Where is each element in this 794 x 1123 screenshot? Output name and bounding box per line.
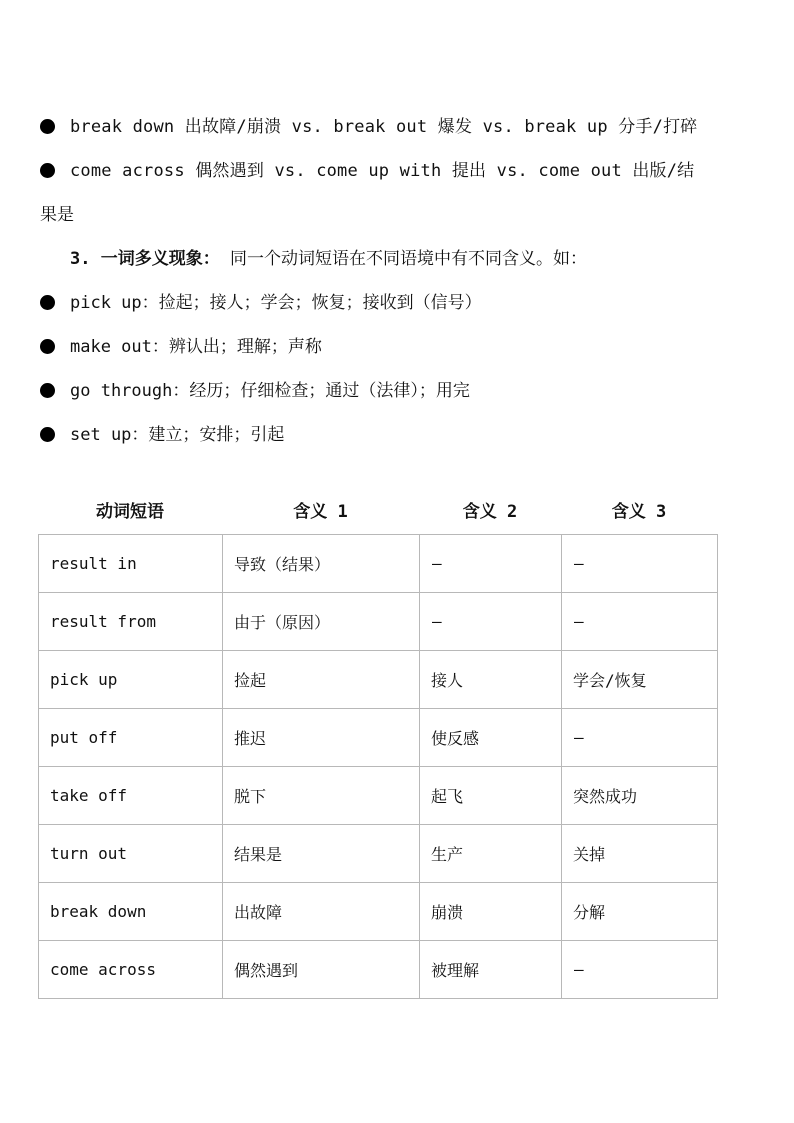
cell-meaning-1: 结果是: [223, 825, 420, 883]
bullet-icon: [40, 424, 70, 446]
polysemy-text: go through：经历；仔细检查；通过（法律）；用完: [70, 381, 470, 401]
table-header-meaning-2: 含义 2: [462, 502, 518, 522]
cell-phrase: turn out: [39, 825, 223, 883]
cell-meaning-1: 出故障: [223, 883, 420, 941]
polysemy-text: make out：辨认出；理解；声称: [70, 337, 322, 357]
table-row: [39, 941, 718, 999]
polysemy-text: set up：建立；安排；引起: [70, 425, 285, 445]
cell-meaning-3: 突然成功: [562, 767, 718, 825]
compare-line-break: [40, 116, 760, 138]
polysemy-item: [40, 292, 760, 314]
section-heading: [70, 248, 790, 270]
cell-meaning-3: —: [562, 941, 718, 999]
table-header-phrase: 动词短语: [96, 502, 164, 522]
table-header-meaning-3: 含义 3: [611, 502, 667, 522]
cell-meaning-3: —: [562, 709, 718, 767]
cell-meaning-2: 被理解: [420, 941, 562, 999]
bullet-icon: [40, 160, 70, 182]
cell-meaning-3: —: [562, 593, 718, 651]
cell-meaning-2: 接人: [420, 651, 562, 709]
table-row: [39, 709, 718, 767]
section-title: 一词多义现象：: [100, 249, 220, 269]
cell-meaning-2: 生产: [420, 825, 562, 883]
cell-phrase: put off: [39, 709, 223, 767]
polysemy-item: [40, 380, 760, 402]
cell-meaning-3: 分解: [562, 883, 718, 941]
bullet-icon: [40, 292, 70, 314]
polysemy-item: [40, 424, 760, 446]
cell-meaning-1: 捡起: [223, 651, 420, 709]
table-row: [39, 883, 718, 941]
cell-phrase: result in: [39, 535, 223, 593]
cell-meaning-1: 推迟: [223, 709, 420, 767]
compare-line-come: [40, 160, 760, 182]
bullet-icon: [40, 336, 70, 358]
compare-line-continuation: [40, 204, 760, 226]
cell-meaning-2: 起飞: [420, 767, 562, 825]
cell-meaning-3: 学会/恢复: [562, 651, 718, 709]
polysemy-text: pick up：捡起；接人；学会；恢复；接收到（信号）: [70, 293, 482, 313]
cell-meaning-2: 使反感: [420, 709, 562, 767]
table-row: [39, 767, 718, 825]
table-row: [39, 593, 718, 651]
cell-phrase: take off: [39, 767, 223, 825]
cell-meaning-2: 崩溃: [420, 883, 562, 941]
compare-text: break down 出故障/崩溃 vs. break out 爆发 vs. break up 分手/打碎: [70, 117, 698, 137]
cell-phrase: break down: [39, 883, 223, 941]
cell-meaning-1: 偶然遇到: [223, 941, 420, 999]
table-header-meaning-1: 含义 1: [293, 502, 348, 522]
compare-text: 果是: [40, 205, 74, 225]
cell-meaning-1: 导致（结果）: [223, 535, 420, 593]
cell-phrase: pick up: [39, 651, 223, 709]
table-row: [39, 825, 718, 883]
cell-meaning-1: 脱下: [223, 767, 420, 825]
cell-meaning-1: 由于（原因）: [223, 593, 420, 651]
cell-meaning-2: —: [420, 593, 562, 651]
bullet-icon: [40, 116, 70, 138]
phrase-table: [38, 534, 718, 999]
cell-meaning-2: —: [420, 535, 562, 593]
cell-meaning-3: —: [562, 535, 718, 593]
compare-text: come across 偶然遇到 vs. come up with 提出 vs. come out 出版/结: [70, 161, 695, 181]
cell-phrase: come across: [39, 941, 223, 999]
section-desc: 同一个动词短语在不同语境中有不同含义。如：: [229, 249, 587, 269]
bullet-icon: [40, 380, 70, 402]
cell-meaning-3: 关掉: [562, 825, 718, 883]
table-row: [39, 651, 718, 709]
cell-phrase: result from: [39, 593, 223, 651]
section-number: 3.: [70, 249, 91, 269]
polysemy-item: [40, 336, 760, 358]
table-row: [39, 535, 718, 593]
